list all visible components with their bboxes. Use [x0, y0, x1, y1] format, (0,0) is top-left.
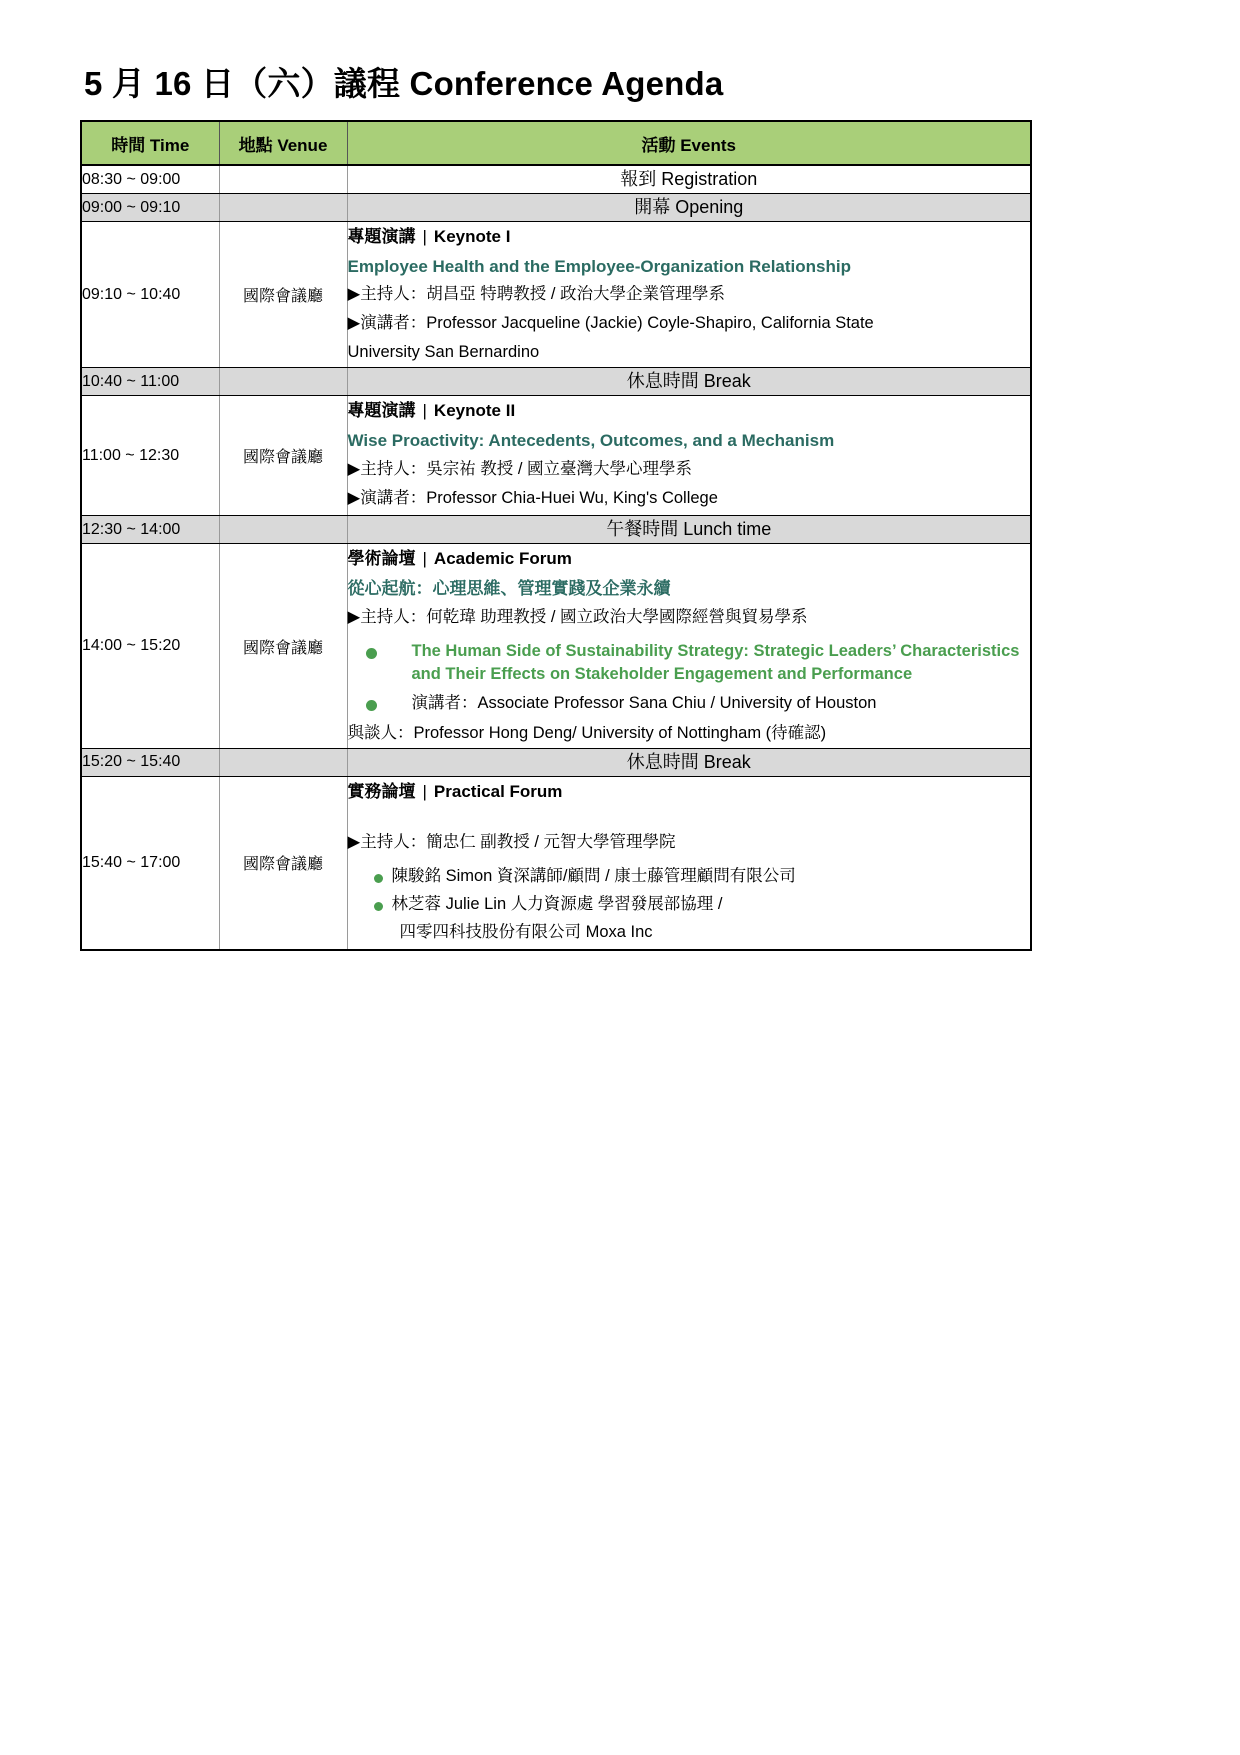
- table-row: [81, 776, 1031, 950]
- row-event: [347, 776, 1031, 950]
- row-time: 11:00 ~ 12:30: [81, 396, 219, 516]
- table-row: [81, 165, 1031, 194]
- session-label-cn: 專題演講: [347, 401, 416, 421]
- table-header-row: [81, 121, 1031, 165]
- divider-bar: |: [422, 227, 427, 246]
- session-speaker: ▶演講者：Professor Jacqueline (Jackie) Coyle-Shapiro, California State: [347, 314, 874, 333]
- session-label-en: Keynote II: [433, 401, 516, 421]
- session-moderator: ▶主持人：吳宗祐 教授 / 國立臺灣大學心理學系: [347, 459, 693, 478]
- practical-bullet-list: [348, 865, 1031, 916]
- page-title: 5 月 16 日（六）議程 Conference Agenda: [84, 65, 724, 102]
- row-time: 09:00 ~ 09:10: [81, 194, 219, 222]
- session-speaker: ▶演講者：Professor Chia-Huei Wu, King's College: [347, 488, 718, 507]
- practical-label-en: Practical Forum: [433, 781, 563, 801]
- table-row: [81, 194, 1031, 222]
- divider-bar: |: [422, 781, 427, 801]
- session-heading: [348, 224, 1031, 250]
- practical-moderator: ▶主持人：簡忠仁 副教授 / 元智大學管理學院: [347, 833, 676, 852]
- divider-bar: |: [422, 401, 427, 421]
- practical-bullet-continued: 四零四科技股份有限公司 Moxa Inc: [399, 923, 653, 942]
- row-venue: [219, 748, 347, 776]
- row-time: 15:20 ~ 15:40: [81, 748, 219, 776]
- list-item: The Human Side of Sustainability Strategy: Strategic Leaders’ Characteristics and Their Effects on Stakeholder Engagement and Performance: [366, 640, 1031, 687]
- session-label-cn: 專題演講: [347, 227, 416, 246]
- column-header-time: 時間 Time: [81, 121, 219, 165]
- forum-heading: [348, 546, 1031, 572]
- row-venue: 國際會議廳: [219, 222, 347, 368]
- forum-moderator: ▶主持人：何乾瑋 助理教授 / 國立政治大學國際經營與貿易學系: [347, 607, 808, 626]
- row-time: 12:30 ~ 14:00: [81, 516, 219, 544]
- row-venue: 國際會議廳: [219, 776, 347, 950]
- forum-discussant: 與談人：Professor Hong Deng/ University of Nottingham (待確認): [347, 724, 827, 743]
- row-event: [347, 222, 1031, 368]
- session-title: Employee Health and the Employee-Organization Relationship: [347, 256, 851, 276]
- row-event: 休息時間 Break: [347, 748, 1031, 776]
- row-event: 休息時間 Break: [347, 368, 1031, 396]
- row-event: 午餐時間 Lunch time: [347, 516, 1031, 544]
- divider-bar: |: [422, 549, 427, 569]
- table-row: [81, 222, 1031, 368]
- table-row: [81, 748, 1031, 776]
- session-title: Wise Proactivity: Antecedents, Outcomes, and a Mechanism: [347, 430, 835, 450]
- list-item: 林芝蓉 Julie Lin 人力資源處 學習發展部協理 /: [366, 893, 1031, 916]
- session-heading: [348, 398, 1031, 424]
- row-event: 報到 Registration: [347, 165, 1031, 194]
- list-item: 演講者：Associate Professor Sana Chiu / University of Houston: [366, 692, 1031, 715]
- row-event: [347, 396, 1031, 516]
- table-row: [81, 516, 1031, 544]
- row-event: [347, 544, 1031, 748]
- session-moderator: ▶主持人：胡昌亞 特聘教授 / 政治大學企業管理學系: [347, 285, 726, 304]
- column-header-venue: 地點 Venue: [219, 121, 347, 165]
- row-venue: 國際會議廳: [219, 396, 347, 516]
- row-time: 15:40 ~ 17:00: [81, 776, 219, 950]
- row-venue: [219, 516, 347, 544]
- row-venue: [219, 165, 347, 194]
- row-venue: [219, 194, 347, 222]
- table-row: [81, 544, 1031, 748]
- spacer: [348, 810, 1031, 826]
- row-event: 開幕 Opening: [347, 194, 1031, 222]
- row-time: 08:30 ~ 09:00: [81, 165, 219, 194]
- row-venue: 國際會議廳: [219, 544, 347, 748]
- forum-label-en: Academic Forum: [433, 549, 572, 569]
- row-venue: [219, 368, 347, 396]
- practical-label-cn: 實務論壇: [347, 781, 416, 801]
- row-time: 09:10 ~ 10:40: [81, 222, 219, 368]
- forum-subtitle: 從心起航：心理思維、管理實踐及企業永續: [347, 578, 671, 598]
- table-row: [81, 368, 1031, 396]
- forum-bullet-list: [348, 640, 1031, 715]
- table-row: [81, 396, 1031, 516]
- forum-label-cn: 學術論壇: [347, 549, 416, 569]
- list-item: 陳駿銘 Simon 資深講師/顧問 / 康士藤管理顧問有限公司: [366, 865, 1031, 888]
- agenda-table: [80, 120, 1032, 951]
- session-label-en: Keynote I: [433, 227, 511, 246]
- row-time: 10:40 ~ 11:00: [81, 368, 219, 396]
- session-speaker-continued: University San Bernardino: [347, 343, 540, 362]
- practical-heading: [348, 779, 1031, 805]
- row-time: 14:00 ~ 15:20: [81, 544, 219, 748]
- column-header-events: 活動 Events: [347, 121, 1031, 165]
